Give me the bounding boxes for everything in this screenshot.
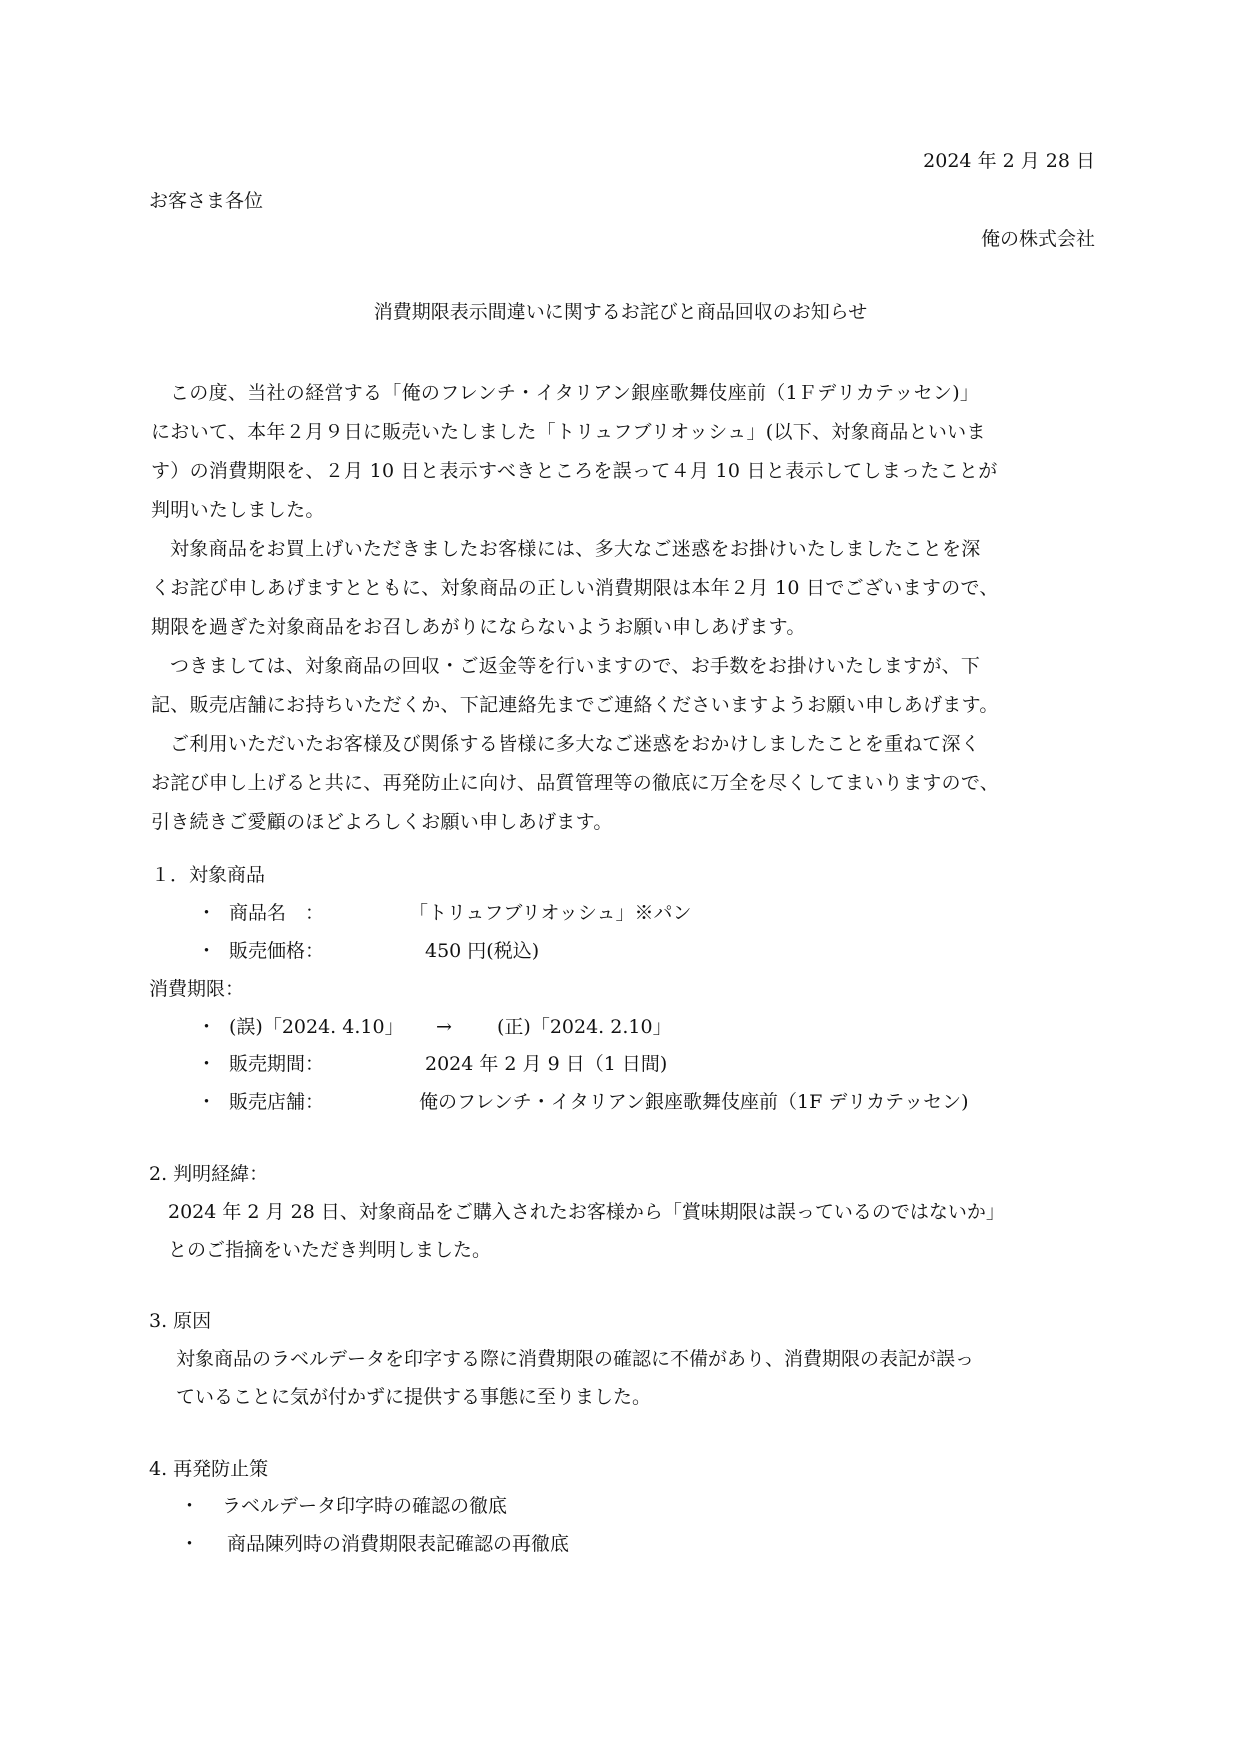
addressee: お客さま各位	[149, 190, 264, 212]
store-label: 販売店舗：	[229, 1091, 325, 1113]
paragraph-4-line-1: ご利用いただいたお客様及び関係する皆様に多大なご迷惑をおかけしましたことを重ねて深く	[170, 733, 981, 755]
product-name-value: 「トリュフブリオッシュ」※パン	[409, 902, 692, 924]
section-4-heading: 4. 再発防止策	[149, 1458, 269, 1480]
body-text	[151, 374, 1099, 842]
paragraph-3-line-2: 記、販売店舗にお持ちいただくか、下記連絡先までご連絡くださいますようお願い申しあげます。	[151, 694, 999, 716]
bullet: ・	[197, 940, 217, 962]
store-value: 俺のフレンチ・イタリアン銀座歌舞伎座前（1F デリカテッセン)	[419, 1091, 969, 1113]
bullet: ・	[180, 1533, 200, 1555]
document-date: 2024 年 2 月 28 日	[923, 150, 1095, 172]
document-title: 消費期限表示間違いに関するお詫びと商品回収のお知らせ	[373, 301, 868, 323]
company-name: 俺の株式会社	[980, 228, 1095, 250]
bullet: ・	[197, 902, 217, 924]
prevention-item-2: 商品陳列時の消費期限表記確認の再徹底	[227, 1533, 570, 1555]
expiry-heading: 消費期限：	[149, 978, 245, 1000]
paragraph-4-line-3: 引き続きご愛顧のほどよろしくお願い申しあげます。	[151, 811, 613, 833]
paragraph-4-line-2: お詫び申し上げると共に、再発防止に向け、品質管理等の徹底に万全を尽くしてまいりますので、	[151, 772, 1000, 794]
section-2-heading: 2. 判明経緯：	[149, 1163, 269, 1185]
product-name-label: 商品名 ：	[229, 902, 325, 924]
paragraph-2-line-1: 対象商品をお買上げいただきましたお客様には、多大なご迷惑をお掛けいたしましたことを深	[170, 538, 981, 560]
price-label: 販売価格：	[229, 940, 325, 962]
expiry-wrong: (誤)「2024. 4.10」	[229, 1016, 404, 1038]
arrow: →	[436, 1016, 452, 1038]
section-2-line-1: 2024 年 2 月 28 日、対象商品をご購入されたお客様から「賞味期限は誤っているのではないか」	[168, 1201, 1005, 1223]
paragraph-3-line-1: つきましては、対象商品の回収・ご返金等を行いますので、お手数をお掛けいたしますが、下	[170, 655, 981, 677]
bullet: ・	[180, 1495, 200, 1517]
section-3-heading: 3. 原因	[149, 1310, 212, 1332]
prevention-item-1: ラベルデータ印字時の確認の徹底	[222, 1495, 508, 1517]
bullet: ・	[197, 1053, 217, 1075]
paragraph-1-line-3: す）の消費期限を、２月 10 日と表示すべきところを誤って４月 10 日と表示してしまったことが	[151, 460, 998, 482]
bullet: ・	[197, 1016, 217, 1038]
paragraph-2-line-3: 期限を過ぎた対象商品をお召しあがりにならないようお願い申しあげます。	[151, 616, 806, 638]
sales-period-value: 2024 年 2 月 9 日（1 日間)	[425, 1053, 668, 1075]
section-3-line-2: ていることに気が付かずに提供する事態に至りました。	[176, 1386, 652, 1408]
bullet: ・	[197, 1091, 217, 1113]
paragraph-2-line-2: くお詫び申しあげますとともに、対象商品の正しい消費期限は本年２月 10 日でございますので、	[151, 577, 999, 599]
section-1-heading: １．対象商品	[151, 864, 266, 886]
section-2-line-2: とのご指摘をいただき判明しました。	[168, 1239, 492, 1261]
paragraph-1-line-4: 判明いたしました。	[151, 499, 325, 521]
sales-period-label: 販売期間：	[229, 1053, 325, 1075]
price-value: 450 円(税込)	[425, 940, 540, 962]
paragraph-1-line-1: この度、当社の経営する「俺のフレンチ・イタリアン銀座歌舞伎座前（1Ｆデリカテッセン)」	[170, 382, 980, 404]
expiry-correct: (正)「2024. 2.10」	[497, 1016, 672, 1038]
paragraph-1-line-2: において、本年２月９日に販売いたしました「トリュフブリオッシュ」(以下、対象商品といいま	[151, 421, 986, 443]
section-3-line-1: 対象商品のラベルデータを印字する際に消費期限の確認に不備があり、消費期限の表記が誤っ	[176, 1348, 975, 1370]
